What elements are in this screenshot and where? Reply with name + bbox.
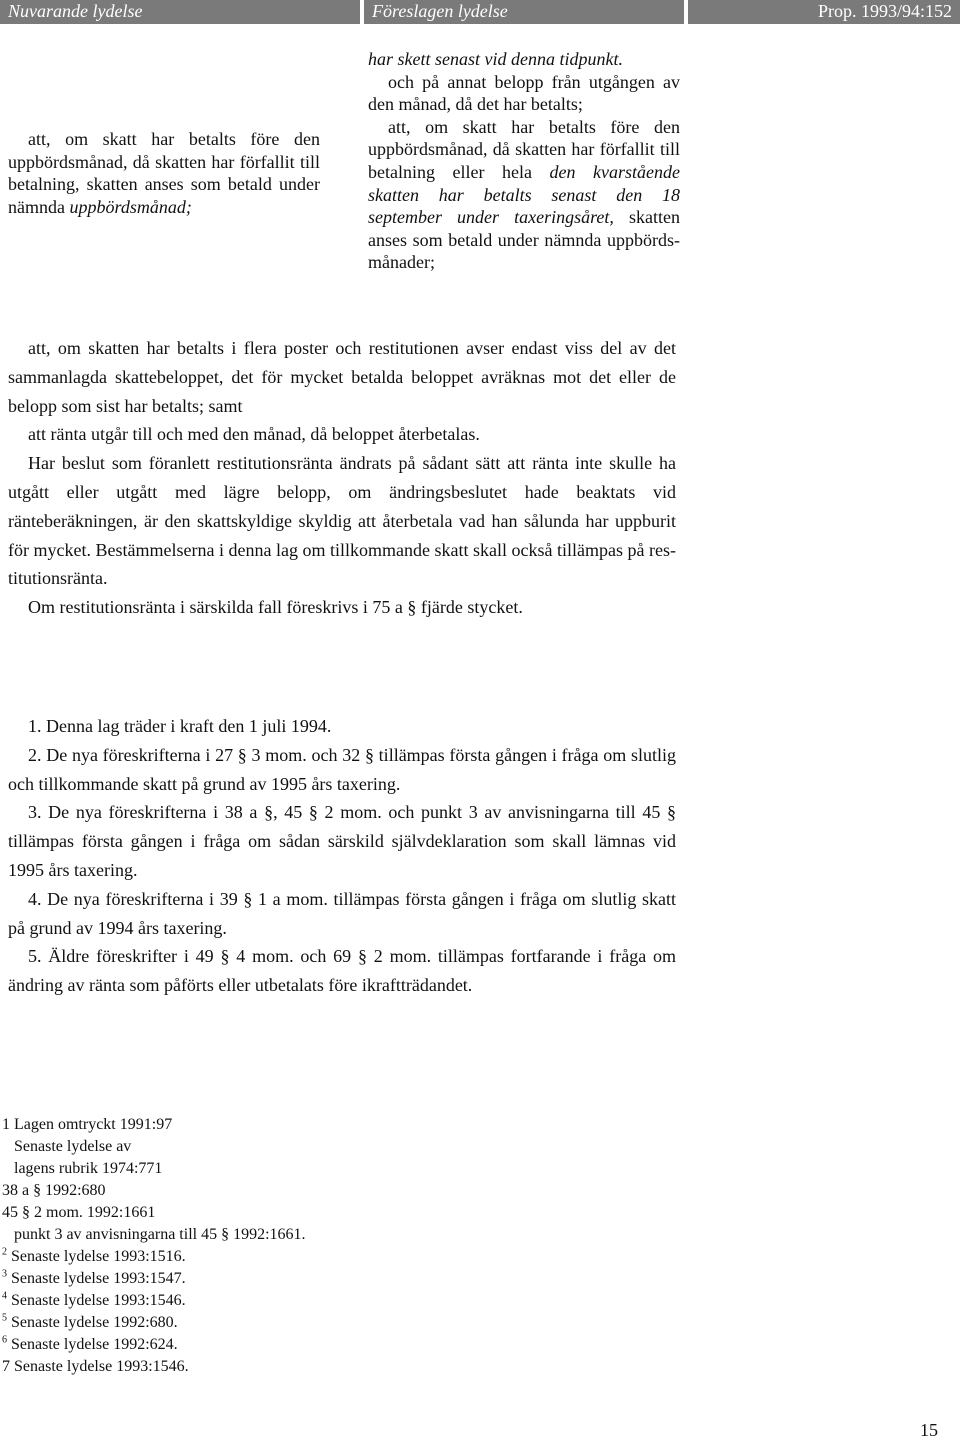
footnote-6-number: 6: [2, 1334, 7, 1346]
transition-item-4: 4. De nya föreskrifterna i 39 § 1 a mom. tillämpas första gången i fråga om slutlig skatt på grund av 1994 års taxering.: [8, 888, 676, 938]
footnote-3-text: Senaste lydelse 1993:1547.: [11, 1270, 186, 1287]
footnote-1-line-4: 38 a § 1992:680: [2, 1182, 106, 1199]
footnote-1-line-1: 1 Lagen omtryckt 1991:97: [2, 1116, 173, 1133]
body-paragraph-1: att, om skatten har betalts i flera poster och restitutionen avser endast viss del av det sammanlagda skattebeloppet, det för mycket betalda beloppet avräknas mot det eller de belopp som sist har betalts; samt: [8, 338, 676, 416]
proposed-line1: har skett senast vid denna tidpunkt.: [368, 49, 623, 69]
proposed-para2: [368, 116, 680, 274]
current-wording-text: [8, 128, 320, 218]
footnotes: [2, 1114, 306, 1378]
footnote-1-line-2: Senaste lydelse av: [14, 1138, 132, 1155]
footnote-5-text: Senaste lydelse 1992:680.: [11, 1314, 178, 1331]
footnote-1-line-5: 45 § 2 mom. 1992:1661: [2, 1204, 156, 1221]
proposed-para2-start: att, om skatt har betalts före den uppbördsmånad, då skatten har förfallit till betalning eller hela: [368, 116, 680, 182]
header-proposed-wording: Föreslagen lydelse: [372, 1, 508, 21]
header-prop-number: Prop. 1993/94:152: [817, 1, 952, 21]
footnote-2-number: 2: [2, 1246, 7, 1258]
footnote-6-text: Senaste lydelse 1992:624.: [11, 1336, 178, 1353]
transition-item-2: 2. De nya föreskrifterna i 27 § 3 mom. och 32 § tillämpas första gången i fråga om slutlig och tillkommande skatt på grund av 1995 års taxering.: [8, 744, 676, 794]
footnote-6: [2, 1334, 306, 1356]
current-wording-column: [8, 128, 320, 218]
transition-item-5: 5. Äldre föreskrifter i 49 § 4 mom. och 69 § 2 mom. tillämpas fortfarande i fråga om ändring av ränta som påförts eller utbetalats före ikraftträdandet.: [8, 946, 676, 996]
footnote-7: 7 Senaste lydelse 1993:1546.: [2, 1358, 189, 1375]
current-text: att, om skatt har betalts före den uppbördsmånad, då skatten har förfallit till betalning, skatten anses som betald under nämnda: [8, 129, 320, 217]
proposed-para2-end: skatten anses som betald under nämnda uppbörds-månader;: [368, 207, 681, 273]
footnote-4-text: Senaste lydelse 1993:1546.: [11, 1292, 186, 1309]
footnote-2-text: Senaste lydelse 1993:1516.: [11, 1248, 186, 1265]
footnote-4-number: 4: [2, 1290, 7, 1302]
footnote-1-line-6: punkt 3 av anvisningarna till 45 § 1992:1661.: [14, 1226, 306, 1243]
current-text-italic: uppbördsmånad;: [69, 196, 192, 217]
footnote-3: [2, 1268, 306, 1290]
footnote-5: [2, 1312, 306, 1334]
body-text: [8, 334, 676, 622]
body-paragraph-3: Har beslut som föranlett restitutionsränta ändrats på sådant sätt att ränta inte skulle ha utgått eller utgått med lägre belopp, om ändringsbeslutet hade beaktats vid ränteberäkningen, är den skattskyldige skyldig att återbetala vad han sålunda har uppburit för mycket. Bestämmelserna i denna lag om tillkommande skatt skall också tillämpas på res-titutionsränta.: [8, 453, 676, 589]
proposed-para1: och på annat belopp från utgången av den månad, då det har betalts;: [368, 71, 680, 115]
body-paragraph-2: att ränta utgår till och med den månad, då beloppet återbetalas.: [28, 424, 480, 445]
footnote-1-line-3: lagens rubrik 1974:771: [14, 1160, 163, 1177]
footnote-5-number: 5: [2, 1312, 7, 1324]
transition-provisions: [8, 712, 676, 1000]
footnote-3-number: 3: [2, 1268, 7, 1280]
proposed-wording-column: [368, 48, 680, 274]
body-paragraph-4: Om restitutionsränta i särskilda fall föreskrivs i 75 a § fjärde stycket.: [28, 597, 523, 618]
transition-item-3: 3. De nya föreskrifterna i 38 a §, 45 § 2 mom. och punkt 3 av anvisningarna till 45 § tillämpas första gången i fråga om sådan särskild självdeklaration som skall lämnas vid 1995 års taxering.: [8, 802, 676, 880]
footnote-4: [2, 1290, 306, 1312]
transition-item-1: 1. Denna lag träder i kraft den 1 juli 1994.: [28, 716, 332, 736]
footnote-2: [2, 1246, 306, 1268]
page-number: 15: [920, 1420, 938, 1440]
header-current-wording: Nuvarande lydelse: [8, 1, 143, 21]
proposed-para2-italic: den kvarstående skatten har betalts senast den 18 september under taxeringsåret,: [368, 161, 680, 228]
